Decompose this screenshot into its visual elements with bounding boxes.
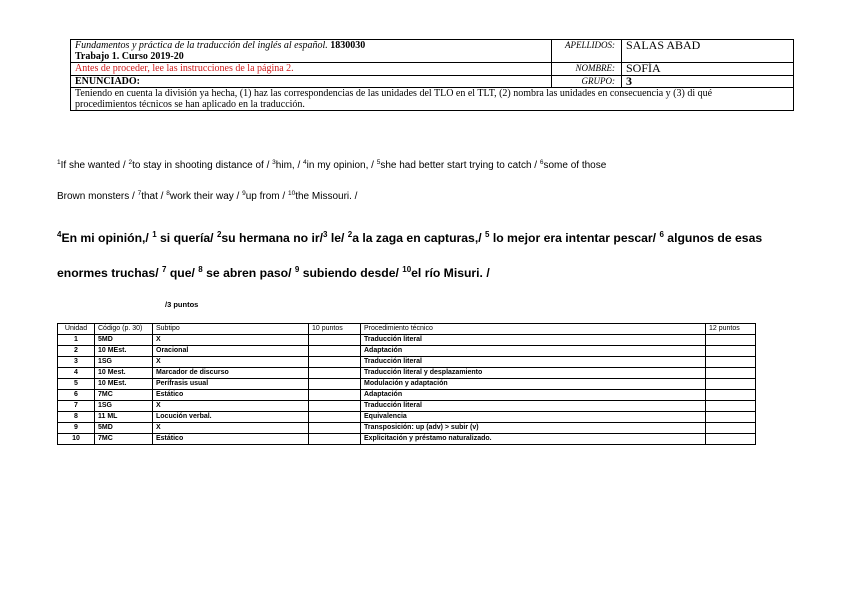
- cell-procedimiento: Explicitación y préstamo naturalizado.: [361, 434, 706, 445]
- header-10-puntos: 10 puntos: [309, 324, 361, 335]
- cell-codigo: 5MD: [95, 335, 153, 346]
- statement-text: Teniendo en cuenta la división ya hecha, (1) haz las correspondencias de las unidades del TLO en el TLT, (2) nombra las unidades en consecuencia y (3) di qué procedimientos técnicos se han aplicado en la traducción.: [71, 88, 794, 111]
- cell-unidad: 8: [58, 412, 95, 423]
- cell-procedimiento: Adaptación: [361, 390, 706, 401]
- cell-codigo: 11 ML: [95, 412, 153, 423]
- cell-unidad: 4: [58, 368, 95, 379]
- cell-procedimiento: Modulación y adaptación: [361, 379, 706, 390]
- table-row: [58, 412, 756, 423]
- cell-subtipo: Marcador de discurso: [153, 368, 309, 379]
- cell-12-puntos: [706, 412, 756, 423]
- cell-12-puntos: [706, 346, 756, 357]
- cell-subtipo: X: [153, 423, 309, 434]
- cell-12-puntos: [706, 335, 756, 346]
- table-row: [58, 357, 756, 368]
- cell-procedimiento: Traducción literal y desplazamiento: [361, 368, 706, 379]
- cell-subtipo: X: [153, 357, 309, 368]
- statement-label: ENUNCIADO:: [71, 76, 552, 88]
- cell-10-puntos: [309, 335, 361, 346]
- cell-subtipo: X: [153, 401, 309, 412]
- cell-12-puntos: [706, 423, 756, 434]
- cell-12-puntos: [706, 390, 756, 401]
- cell-subtipo: Oracional: [153, 346, 309, 357]
- cell-codigo: 5MD: [95, 423, 153, 434]
- table-row: [58, 401, 756, 412]
- cell-subtipo: Locución verbal.: [153, 412, 309, 423]
- cell-unidad: 9: [58, 423, 95, 434]
- course-title: Fundamentos y práctica de la traducción del inglés al español.: [75, 40, 328, 51]
- cell-codigo: 10 MEst.: [95, 346, 153, 357]
- header-procedimiento: Procedimiento técnico: [361, 324, 706, 335]
- table-row: [58, 390, 756, 401]
- cell-codigo: 1SG: [95, 401, 153, 412]
- cell-codigo: 10 MEst.: [95, 379, 153, 390]
- header-unidad: Unidad: [58, 324, 95, 335]
- header-subtipo: Subtipo: [153, 324, 309, 335]
- cell-10-puntos: [309, 368, 361, 379]
- cell-10-puntos: [309, 346, 361, 357]
- table-row: [58, 379, 756, 390]
- table-row: [58, 434, 756, 445]
- warning-text: Antes de proceder, lee las instrucciones de la página 2.: [71, 63, 552, 76]
- cell-12-puntos: [706, 379, 756, 390]
- table-row: [58, 368, 756, 379]
- units-table: [57, 323, 756, 445]
- cell-unidad: 1: [58, 335, 95, 346]
- cell-codigo: 7MC: [95, 390, 153, 401]
- cell-12-puntos: [706, 401, 756, 412]
- apellidos-label: APELLIDOS:: [552, 40, 622, 63]
- source-line-1: $^1$If she wanted / $^2$to stay in shooting distance of / $^3$him, / $^4$in my opinion, / $^5$she had better start trying to catch / $^6$some of those: [57, 159, 607, 171]
- cell-12-puntos: [706, 434, 756, 445]
- grupo-label: GRUPO:: [552, 76, 622, 88]
- cell-subtipo: Estático: [153, 390, 309, 401]
- cell-10-puntos: [309, 390, 361, 401]
- header-table: [70, 39, 794, 111]
- course-code: 1830030: [327, 40, 366, 51]
- cell-10-puntos: [309, 412, 361, 423]
- target-line-1: $^4$En mi opinión,/ $^1$ si quería/ $^2$su hermana no ir/$^3$ le/ $^2$a la zaga en capturas,/ $^5$ lo mejor era intentar pescar/ $^6$ algunos de esas: [57, 230, 763, 245]
- cell-procedimiento: Traducción literal: [361, 401, 706, 412]
- grupo-value: 3: [622, 76, 794, 88]
- work-title: Trabajo 1. Curso 2019-20: [75, 51, 184, 62]
- cell-unidad: 7: [58, 401, 95, 412]
- table-row: [58, 335, 756, 346]
- header-codigo: Código (p. 30): [95, 324, 153, 335]
- cell-subtipo: Perífrasis usual: [153, 379, 309, 390]
- cell-10-puntos: [309, 357, 361, 368]
- cell-procedimiento: Equivalencia: [361, 412, 706, 423]
- cell-unidad: 6: [58, 390, 95, 401]
- points-note: /3 puntos: [165, 300, 199, 309]
- cell-unidad: 5: [58, 379, 95, 390]
- cell-procedimiento: Transposición: up (adv) > subir (v): [361, 423, 706, 434]
- cell-10-puntos: [309, 423, 361, 434]
- cell-10-puntos: [309, 434, 361, 445]
- cell-unidad: 2: [58, 346, 95, 357]
- cell-codigo: 1SG: [95, 357, 153, 368]
- apellidos-value: SALAS ABAD: [622, 40, 794, 63]
- cell-unidad: 10: [58, 434, 95, 445]
- cell-unidad: 3: [58, 357, 95, 368]
- cell-codigo: 10 Mest.: [95, 368, 153, 379]
- source-line-2: Brown monsters / $^7$that / $^8$work their way / $^9$up from / $^{10}$the Missouri. /: [57, 190, 358, 202]
- cell-subtipo: X: [153, 335, 309, 346]
- course-cell: [71, 40, 552, 63]
- table-header-row: [58, 324, 756, 335]
- cell-subtipo: Estático: [153, 434, 309, 445]
- table-row: [58, 346, 756, 357]
- cell-12-puntos: [706, 368, 756, 379]
- header-12-puntos: 12 puntos: [706, 324, 756, 335]
- cell-codigo: 7MC: [95, 434, 153, 445]
- cell-12-puntos: [706, 357, 756, 368]
- table-row: [58, 423, 756, 434]
- cell-procedimiento: Traducción literal: [361, 335, 706, 346]
- cell-10-puntos: [309, 401, 361, 412]
- target-line-2: enormes truchas/ $^7$ que/ $^8$ se abren paso/ $^9$ subiendo desde/ $^{10}$el río Misuri. /: [57, 265, 490, 280]
- cell-procedimiento: Traducción literal: [361, 357, 706, 368]
- cell-procedimiento: Adaptación: [361, 346, 706, 357]
- cell-10-puntos: [309, 379, 361, 390]
- nombre-label: NOMBRE:: [552, 63, 622, 76]
- nombre-value: SOFÍA: [622, 63, 794, 76]
